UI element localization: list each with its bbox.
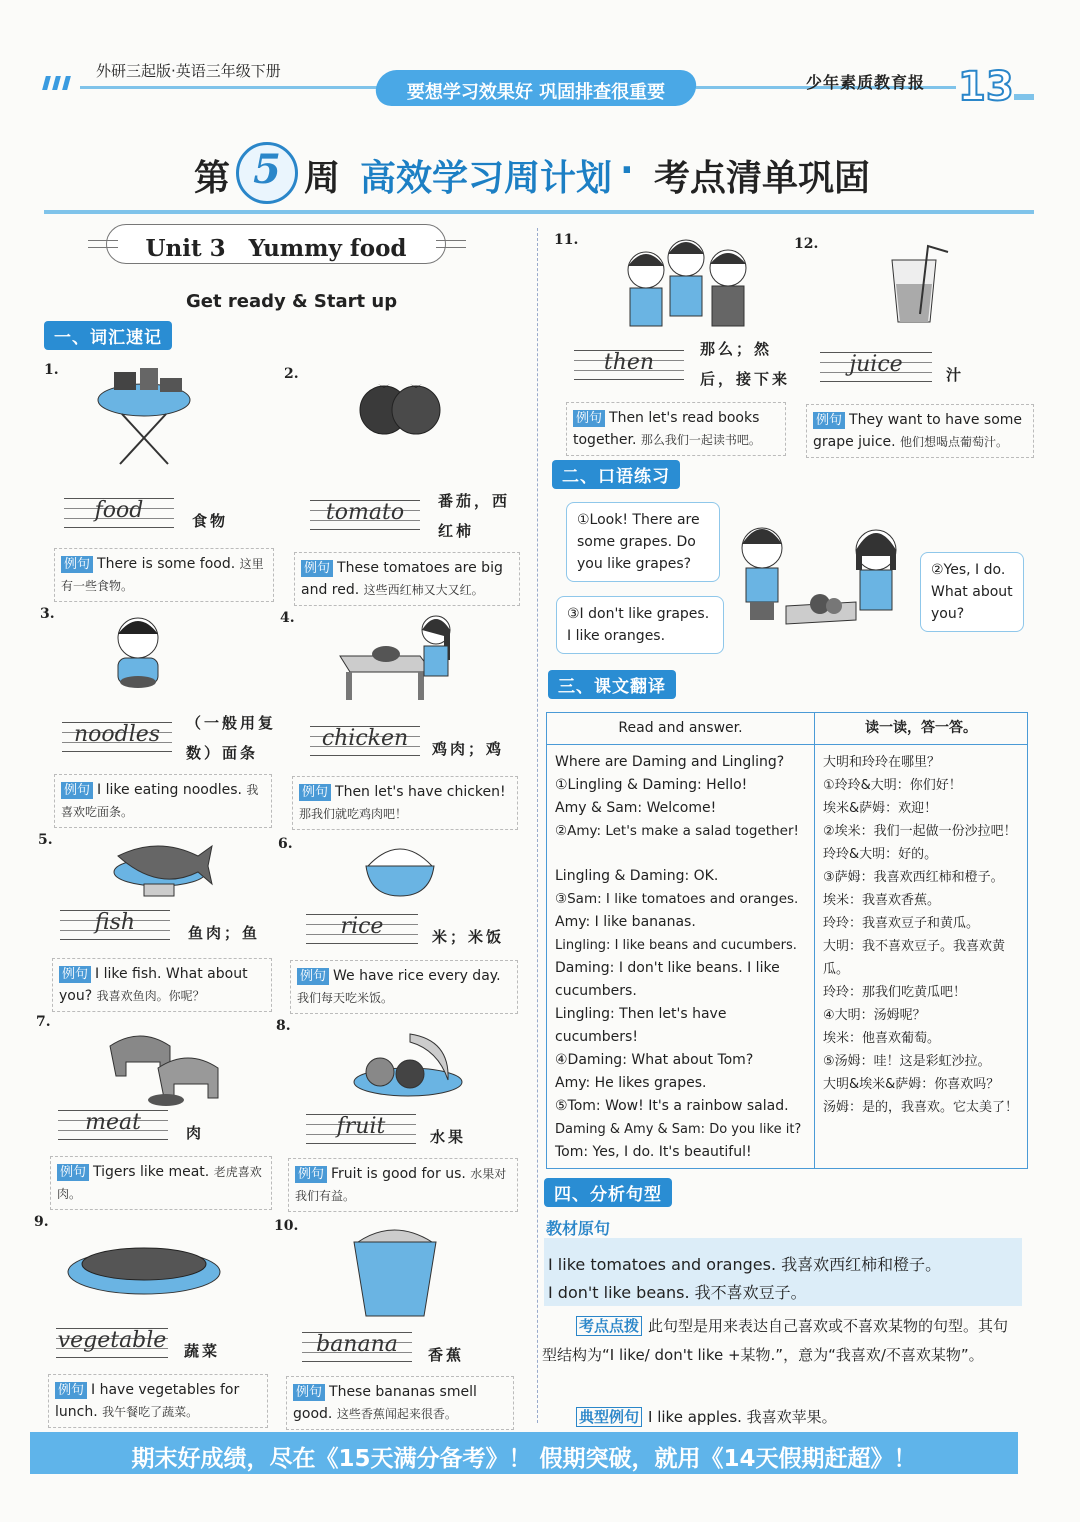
vocab-meaning: 蔬菜: [184, 1342, 221, 1360]
example-cn: 我们每天吃米饭。: [297, 991, 394, 1005]
translation-line-en: Daming & Amy & Sam: Do you like it?: [555, 1122, 802, 1137]
vocab-meaning: 番茄，西红柿: [438, 492, 511, 540]
vocab-meaning: 食物: [192, 512, 229, 530]
section-translate: 三、课文翻译: [548, 670, 676, 699]
week-number: 5: [253, 146, 281, 193]
vocab-word: food: [94, 498, 144, 523]
rice-bowl-image: [362, 842, 436, 900]
translation-line-en: Amy & Sam: Welcome!: [555, 800, 717, 816]
example-tag: 例句: [295, 1166, 327, 1183]
vocab-word: chicken: [321, 726, 409, 751]
vocab-example: [54, 774, 272, 828]
title-dot: ·: [620, 150, 634, 191]
example-tag: 例句: [293, 1384, 325, 1401]
vocab-word: noodles: [73, 722, 161, 747]
example-en: These tomatoes are big and red.: [301, 560, 503, 598]
example-tag: 例句: [55, 1382, 87, 1399]
speech-bubble-1: ①Look! There are some grapes. Do you like grapes?: [566, 502, 720, 582]
translation-line-cn: 埃米：我喜欢香蕉。: [823, 893, 941, 908]
vocab-example: [48, 1374, 268, 1428]
translation-line-cn: 大明&埃米&萨姆：你喜欢吗？: [823, 1077, 1000, 1092]
header-rule-left: [80, 86, 380, 89]
vocab-meaning: 那么；然后，接下来: [700, 340, 791, 388]
translation-line-en: ②Amy: Let's make a salad together!: [555, 823, 799, 839]
tigers-meat-image: [104, 1016, 228, 1108]
vocab-word: rice: [340, 914, 384, 939]
translation-head-en: Read and answer.: [547, 713, 815, 745]
example-en: I like fish. What about you?: [59, 966, 248, 1004]
title-plan: 高效学习周计划: [360, 158, 613, 199]
vocab-meaning: 鸡肉；鸡: [432, 740, 505, 758]
original-line-1: I like tomatoes and oranges. 我喜欢西红柿和橙子。: [548, 1255, 942, 1274]
translation-head-cn: 读一读，答一答。: [815, 713, 1028, 745]
example-cn: 这些西红柿又大又红。: [363, 583, 484, 597]
vocab-example: [806, 404, 1034, 458]
header-slogan: 要想学习效果好 巩固排查很重要: [406, 82, 666, 103]
typical-example: [576, 1406, 837, 1427]
translation-line-en: ①Lingling & Daming: Hello!: [555, 777, 748, 793]
point-text: 此句型是用来表达自己喜欢或不喜欢某物的句型。其句型结构为“I like/ don't like +某物.”，意为“我喜欢/不喜欢某物”。: [542, 1317, 1009, 1364]
vocab-number: 5.: [38, 832, 53, 848]
header-rule-end: [1014, 94, 1034, 100]
header-stripes: [44, 76, 80, 90]
typical-tag: 典型例句: [576, 1407, 642, 1427]
example-tag: 例句: [61, 782, 93, 799]
section-oral: 二、口语练习: [552, 460, 680, 489]
vocab-meaning: 米；米饭: [432, 928, 505, 946]
vocab-word: banana: [316, 1332, 398, 1357]
vocab-number: 6.: [278, 836, 293, 852]
example-cn: 水果对我们有益。: [295, 1167, 507, 1203]
vocab-meaning: 鱼肉；鱼: [188, 924, 261, 942]
vocab-word: juice: [849, 352, 903, 377]
translation-line-en: Lingling & Daming: OK.: [555, 868, 719, 884]
vocab-word: tomato: [325, 500, 405, 525]
example-tag: 例句: [57, 1164, 89, 1181]
vocab-number: 7.: [36, 1014, 51, 1030]
example-en: Tigers like meat.: [93, 1164, 210, 1180]
translation-line-cn: ①玲玲&大明：你们好！: [823, 778, 962, 793]
typical-text: I like apples. 我喜欢苹果。: [648, 1408, 837, 1426]
header-edition: 外研三起版·英语三年级下册: [96, 62, 281, 80]
fish-plate-image: [104, 832, 218, 898]
kids-grapes-image: [736, 520, 914, 632]
vocab-example: [290, 960, 518, 1014]
footer-text: 期末好成绩，尽在《15天满分备考》！ 假期突破，就用《14天假期赶超》！: [131, 1446, 917, 1472]
fruit-plate-image: [350, 1026, 468, 1098]
food-table-image: [92, 358, 198, 470]
vocab-number: 9.: [34, 1214, 49, 1230]
translation-line-en: Amy: I like bananas.: [555, 914, 696, 930]
example-tag: 例句: [59, 966, 91, 983]
translation-line-cn: 玲玲&大明：好的。: [823, 847, 938, 862]
example-cn: 我喜欢鱼肉。你呢？: [96, 989, 205, 1003]
translation-line-cn: 大明：我不喜欢豆子。我喜欢黄瓜。: [823, 939, 1006, 977]
translation-line-en: Lingling: I like beans and cucumbers.: [555, 938, 797, 953]
point-tag: 考点点拨: [576, 1316, 642, 1336]
example-cn: 这些香蕉闻起来很香。: [336, 1407, 457, 1421]
example-en: I have vegetables for lunch.: [55, 1382, 240, 1420]
translation-line-en: ⑤Tom: Wow! It's a rainbow salad.: [555, 1098, 789, 1114]
translation-english: [547, 745, 815, 1169]
example-en: Fruit is good for us.: [331, 1166, 466, 1182]
vocab-example: [294, 552, 520, 606]
vocab-number: 1.: [44, 362, 59, 378]
vocab-meaning: 汁: [946, 366, 965, 384]
vocab-word: fruit: [336, 1114, 386, 1139]
speech-bubble-3: ③I don't like grapes. I like oranges.: [556, 596, 724, 654]
section-vocab: 一、词汇速记: [44, 321, 172, 350]
translation-line-cn: 汤姆：是的，我喜欢。它太美了！: [823, 1100, 1019, 1115]
example-en: Then let's read books together.: [573, 410, 760, 448]
translation-line-cn: 玲玲：那我们吃黄瓜吧！: [823, 985, 967, 1000]
vocab-meaning: 肉: [186, 1124, 205, 1142]
original-line-2: I don't like beans. 我不喜欢豆子。: [548, 1283, 807, 1302]
point-analysis: [542, 1312, 1022, 1370]
vocab-example: [54, 548, 274, 602]
vocab-meaning: （一般用复数）面条: [186, 714, 277, 762]
banana-basket-image: [350, 1222, 440, 1320]
example-cn: 他们想喝点葡萄汁。: [900, 435, 1009, 449]
vocab-number: 2.: [284, 366, 299, 382]
translation-line-cn: ②埃米：我们一起做一份沙拉吧！: [823, 824, 1017, 839]
translation-line-en: Where are Daming and Lingling?: [555, 754, 785, 770]
vocab-number: 4.: [280, 610, 295, 626]
translation-line-en: ④Daming: What about Tom?: [555, 1052, 754, 1068]
translation-line-en: Daming: I don't like beans. I like cucumbers.: [555, 960, 780, 999]
vocab-number: 12.: [794, 236, 819, 252]
speech-bubble-2: ②Yes, I do. What about you?: [920, 552, 1024, 632]
page-number: 13: [958, 64, 1014, 110]
example-en: There is some food.: [97, 556, 236, 572]
vocab-meaning: 香蕉: [428, 1346, 465, 1364]
column-divider: [537, 228, 538, 1423]
translation-line-cn: 埃米：他喜欢葡萄。: [823, 1031, 941, 1046]
vocab-example: [566, 402, 786, 456]
children-reading-image: [620, 236, 756, 328]
translation-line-cn: 玲玲：我喜欢豆子和黄瓜。: [823, 916, 980, 931]
vocab-word: meat: [85, 1110, 141, 1135]
example-cn: 这里有一些食物。: [61, 557, 264, 593]
translation-table: [546, 712, 1028, 1169]
unit-title: Unit 3 Yummy food: [145, 235, 407, 262]
vocab-example: [52, 958, 272, 1012]
vocab-example: [286, 1376, 514, 1430]
example-cn: 老虎喜欢肉。: [57, 1165, 262, 1201]
vocab-word: then: [603, 350, 655, 375]
vocab-word: vegetable: [57, 1328, 167, 1353]
example-tag: 例句: [61, 556, 93, 573]
vocab-number: 10.: [274, 1218, 299, 1234]
translation-line-en: ③Sam: I like tomatoes and oranges.: [555, 891, 799, 907]
translation-line-en: Lingling: Then let's have cucumbers!: [555, 1006, 727, 1045]
section-analysis: 四、分析句型: [544, 1178, 672, 1207]
translation-line-cn: ④大明：汤姆呢？: [823, 1008, 926, 1023]
example-en: We have rice every day.: [333, 968, 501, 984]
translation-line-en: Amy: He likes grapes.: [555, 1075, 707, 1091]
example-tag: 例句: [301, 560, 333, 577]
translation-line-en: Tom: Yes, I do. It's beautiful!: [555, 1144, 752, 1160]
example-en: Then let's have chicken!: [335, 784, 506, 800]
title-main: 考点清单巩固: [654, 158, 871, 199]
example-en: They want to have some grape juice.: [813, 412, 1023, 450]
vocab-number: 8.: [276, 1018, 291, 1034]
example-tag: 例句: [299, 784, 331, 801]
example-en: These bananas smell good.: [293, 1384, 477, 1422]
title-rule: [44, 210, 1034, 214]
example-cn: 那我们就吃鸡肉吧！: [299, 807, 408, 821]
translation-line-cn: ⑤汤姆：哇！这是彩虹沙拉。: [823, 1054, 991, 1069]
example-cn: 那么我们一起读书吧。: [640, 433, 761, 447]
week-suffix: 周: [304, 158, 341, 199]
translation-chinese: [815, 745, 1028, 1169]
vegetable-plate-image: [64, 1232, 224, 1298]
vocab-number: 3.: [40, 606, 55, 622]
vocab-example: [288, 1158, 518, 1212]
example-en: I like eating noodles.: [97, 782, 242, 798]
example-tag: 例句: [297, 968, 329, 985]
example-cn: 我喜欢吃面条。: [61, 783, 259, 819]
translation-line-cn: 大明和玲玲在哪里？: [823, 755, 941, 770]
vocab-meaning: 水果: [430, 1128, 467, 1146]
boy-eating-noodles-image: [104, 612, 174, 692]
vocab-word: fish: [94, 910, 136, 935]
vocab-number: 11.: [554, 232, 579, 248]
girl-chicken-table-image: [336, 612, 460, 702]
vocab-example: [50, 1156, 272, 1210]
original-sentence-tag: 教材原句: [546, 1216, 610, 1240]
unit-subtitle: Get ready & Start up: [186, 291, 398, 312]
example-tag: 例句: [813, 412, 845, 429]
header-publisher: 少年素质教育报: [806, 73, 926, 92]
juice-glass-image: [884, 244, 954, 326]
vocab-example: [292, 776, 518, 830]
translation-line-cn: ③萨姆：我喜欢西红柿和橙子。: [823, 870, 1004, 885]
tomato-image: [356, 380, 446, 436]
example-cn: 我午餐吃了蔬菜。: [102, 1405, 199, 1419]
week-prefix: 第: [194, 158, 231, 199]
example-tag: 例句: [573, 410, 605, 427]
translation-line-cn: 埃米&萨姆：欢迎！: [823, 801, 938, 816]
